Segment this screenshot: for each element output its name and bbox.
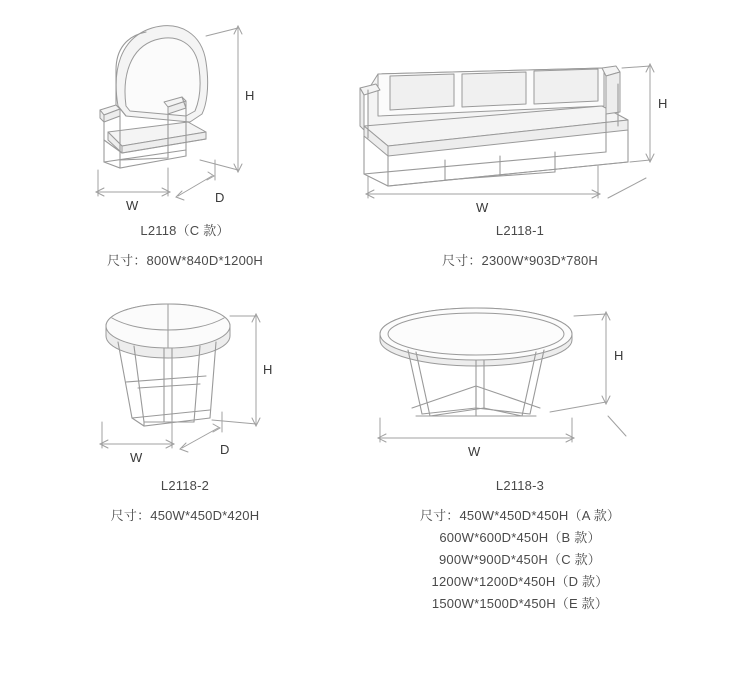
table-model-name: L2118-3 (495, 478, 545, 493)
product-card-stool (60, 290, 310, 527)
chair-model-name: L2118（C 款） (140, 223, 230, 238)
stool-caption (60, 475, 310, 527)
table-drawing (350, 290, 690, 475)
stool-w-label: W (130, 450, 143, 465)
table-w-label: W (468, 444, 481, 459)
product-card-sofa (350, 10, 690, 272)
table-h-label: H (614, 348, 624, 363)
table-dimension-2: 900W*900D*450H（C 款） (438, 552, 602, 567)
chair-d-label: D (215, 190, 225, 205)
stool-h-label: H (263, 362, 273, 377)
sofa-h-label: H (658, 96, 668, 111)
product-card-table (350, 290, 690, 615)
stool-dimension-0: 尺寸：450W*450D*420H (110, 508, 260, 523)
sofa-caption (350, 220, 690, 272)
sofa-w-label: W (476, 200, 489, 215)
table-dimension-3: 1200W*1200D*450H（D 款） (431, 574, 609, 589)
table-dimension-1: 600W*600D*450H（B 款） (439, 530, 601, 545)
chair-caption (60, 220, 310, 272)
chair-h-label: H (245, 88, 255, 103)
product-card-chair (60, 10, 310, 272)
sofa-model-name: L2118-1 (495, 223, 545, 238)
table-dimension-0: 尺寸：450W*450D*450H（A 款） (419, 508, 621, 523)
chair-dimension-0: 尺寸：800W*840D*1200H (106, 253, 264, 268)
stool-drawing (60, 290, 310, 475)
table-caption (350, 475, 690, 615)
table-dimension-4: 1500W*1500D*450H（E 款） (431, 596, 609, 611)
stool-d-label: D (220, 442, 230, 457)
chair-w-label: W (126, 198, 139, 213)
chair-drawing (60, 10, 310, 220)
stool-model-name: L2118-2 (160, 478, 210, 493)
sofa-dimension-0: 尺寸：2300W*903D*780H (441, 253, 599, 268)
sofa-drawing (350, 10, 690, 220)
